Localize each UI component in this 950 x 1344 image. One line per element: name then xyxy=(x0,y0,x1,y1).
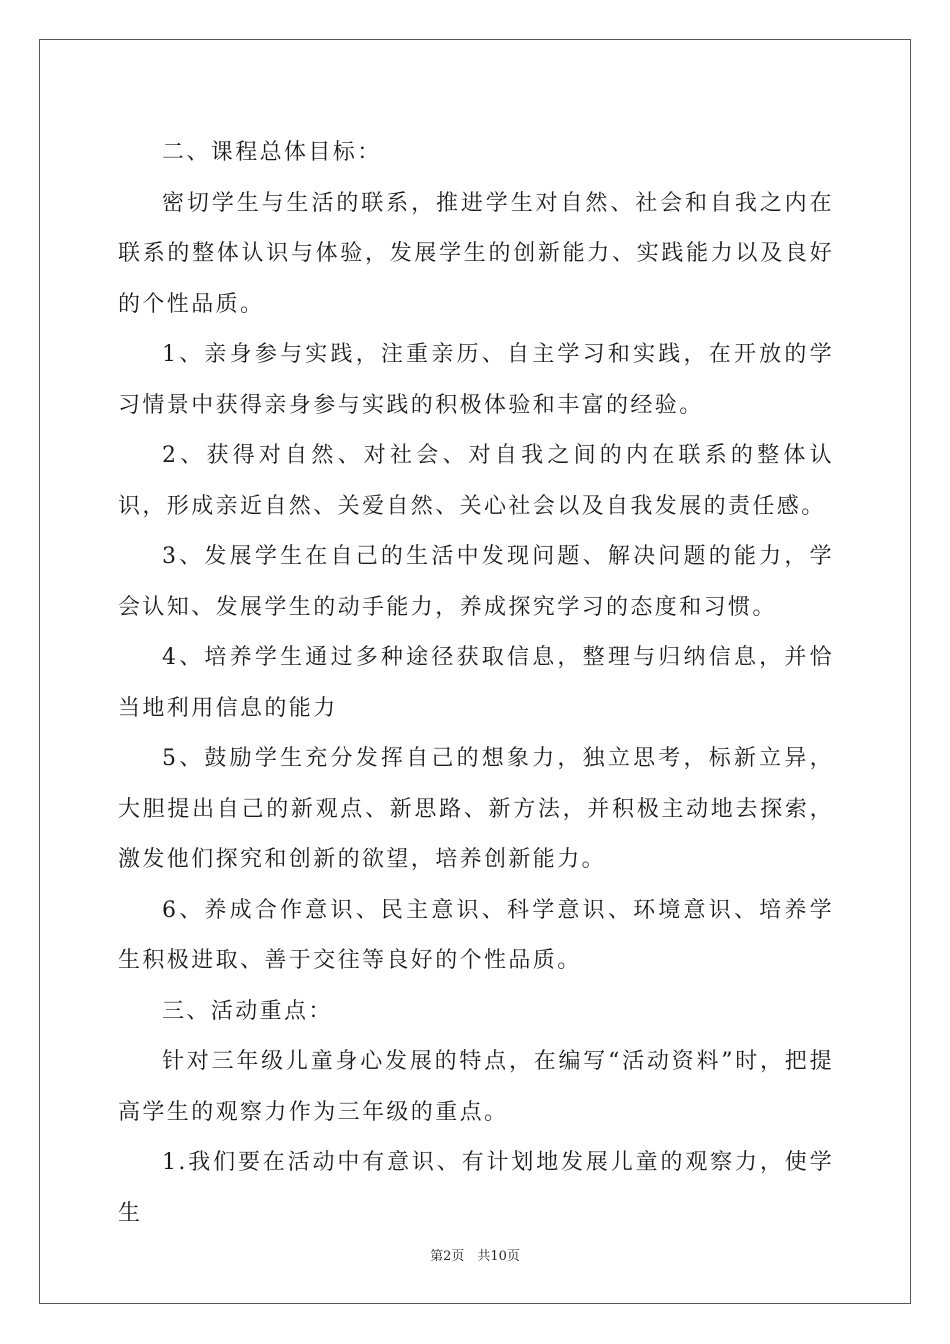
section-heading-focus: 三、活动重点： xyxy=(162,998,333,1024)
list-item: 4、培养学生通过多种途径获取信息，整理与归纳信息，并恰当地利用信息的能力 xyxy=(118,645,834,721)
paragraph: 密切学生与生活的联系，推进学生对自然、社会和自我之内在联系的整体认识与体验，发展学生的创新能力、实践能力以及良好的个性品质。 xyxy=(118,190,834,317)
list-item: 3、发展学生在自己的生活中发现问题、解决问题的能力，学会认知、发展学生的动手能力，养成探究学习的态度和习惯。 xyxy=(118,544,834,620)
paragraph: 针对三年级儿童身心发展的特点，在编写“活动资料”时，把提高学生的观察力作为三年级的重点。 xyxy=(118,1049,834,1125)
list-item: 5、鼓励学生充分发挥自己的想象力，独立思考，标新立异，大胆提出自己的新观点、新思路、新方法，并积极主动地去探索，激发他们探究和创新的欲望，培养创新能力。 xyxy=(118,746,834,872)
page-number: 第2页 共10页 xyxy=(430,1249,520,1264)
document-body xyxy=(118,128,834,1239)
list-item: 1、亲身参与实践，注重亲历、自主学习和实践，在开放的学习情景中获得亲身参与实践的积极体验和丰富的经验。 xyxy=(118,342,834,418)
list-item: 2、获得对自然、对社会、对自我之间的内在联系的整体认识，形成亲近自然、关爱自然、关心社会以及自我发展的责任感。 xyxy=(118,443,834,519)
section-heading-goals: 二、课程总体目标： xyxy=(162,140,382,165)
list-item: 6、养成合作意识、民主意识、科学意识、环境意识、培养学生积极进取、善于交往等良好的个性品质。 xyxy=(118,897,834,973)
list-item: 1.我们要在活动中有意识、有计划地发展儿童的观察力，使学生 xyxy=(118,1150,834,1226)
